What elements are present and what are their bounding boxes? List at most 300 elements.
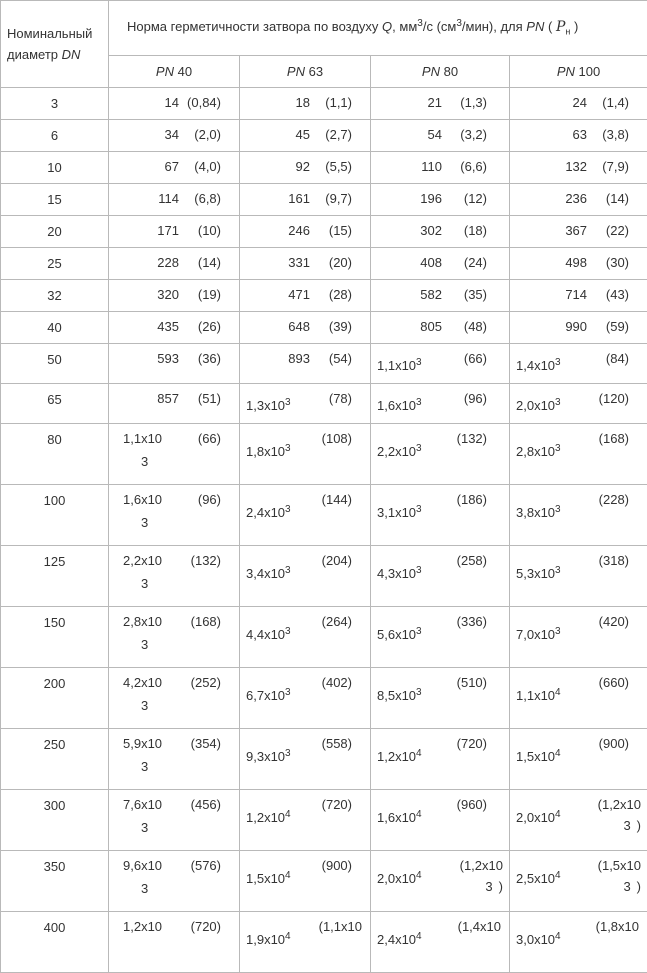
cell-leakage (371, 120, 510, 152)
dn-value: 350 (44, 859, 66, 874)
paren-value: (228) (599, 492, 629, 507)
paren-value: (22) (606, 223, 629, 238)
dn-value: 3 (51, 96, 58, 111)
cell-main (157, 287, 179, 302)
cell-leakage (109, 384, 240, 424)
cell-main (157, 319, 179, 334)
main-value: 9,3x10 (246, 749, 285, 764)
paren-value: (26) (198, 319, 221, 334)
main-exp: 3 (285, 443, 291, 454)
main-exp: 3 (555, 565, 561, 576)
cell-paren (599, 492, 629, 507)
cell-main (157, 223, 179, 238)
cell-paren (457, 614, 487, 629)
cell-main (246, 566, 291, 581)
cell-main (565, 255, 587, 270)
cell-main (420, 319, 442, 334)
header-q-paren-open: ( (548, 19, 552, 34)
pn-value: 40 (178, 64, 192, 79)
cell-leakage (109, 607, 240, 668)
paren-value: (144) (322, 492, 352, 507)
cell-paren (191, 553, 221, 568)
main-value: 435 (157, 319, 179, 334)
cell-leakage (109, 280, 240, 312)
paren-value: (39) (329, 319, 352, 334)
cell-main (377, 398, 422, 413)
paren-value: (24) (464, 255, 487, 270)
header-pn-80 (371, 56, 510, 88)
table-row (1, 668, 647, 729)
cell-main (123, 919, 162, 934)
cell-leakage (510, 344, 647, 384)
cell-main (565, 191, 587, 206)
cell-leakage (371, 546, 510, 607)
cell-leakage (371, 216, 510, 248)
main-value: 857 (157, 391, 179, 406)
dn-value: 50 (47, 352, 61, 367)
paren-close: ) (637, 879, 641, 894)
paren-value: (1,4x10 (458, 919, 501, 934)
cell-leakage (109, 184, 240, 216)
cell-paren (325, 191, 352, 206)
cell-paren (464, 319, 487, 334)
main-value: 1,6x10 (123, 492, 162, 507)
paren-value: (960) (457, 797, 487, 812)
cell-paren (322, 431, 352, 446)
cell-main (123, 797, 162, 835)
cell-leakage (240, 216, 371, 248)
cell-main (288, 319, 310, 334)
cell-paren (602, 127, 629, 142)
paren-value: (10) (198, 223, 221, 238)
cell-main (565, 223, 587, 238)
paren-value: (15) (329, 223, 352, 238)
dn-value: 6 (51, 128, 58, 143)
cell-main (165, 127, 179, 142)
paren-value: (1,1) (325, 95, 352, 110)
paren-value: (900) (599, 736, 629, 751)
paren-value: (1,1x10 (319, 919, 362, 934)
main-value: 498 (565, 255, 587, 270)
cell-paren (329, 255, 352, 270)
cell-paren (329, 351, 352, 366)
cell-leakage (240, 607, 371, 668)
cell-dn (1, 344, 109, 384)
cell-paren (319, 919, 362, 934)
cell-dn (1, 485, 109, 546)
cell-paren (606, 287, 629, 302)
cell-dn (1, 120, 109, 152)
cell-main (377, 932, 422, 947)
cell-main (420, 223, 442, 238)
main-value: 2,0x10 (377, 871, 416, 886)
paren-value: (1,3) (460, 95, 487, 110)
main-value: 6,7x10 (246, 688, 285, 703)
header-dn-line2: диаметр (7, 47, 58, 62)
dn-value: 300 (44, 798, 66, 813)
cell-main (157, 255, 179, 270)
dn-value: 150 (44, 615, 66, 630)
paren-value: (1,8x10 (596, 919, 639, 934)
cell-main (573, 95, 587, 110)
main-value: 92 (296, 159, 310, 174)
dn-value: 125 (44, 554, 66, 569)
cell-main (420, 191, 442, 206)
cell-leakage (109, 851, 240, 912)
cell-main (123, 614, 162, 652)
paren-value: (1,5x10 (598, 858, 641, 873)
table-row (1, 344, 647, 384)
pn-label: PN (287, 64, 305, 79)
paren-value: (3,2) (460, 127, 487, 142)
cell-paren (194, 127, 221, 142)
header-q-exp2: 3 (456, 18, 462, 29)
main-value: 648 (288, 319, 310, 334)
paren-value: (720) (457, 736, 487, 751)
cell-paren (191, 675, 221, 690)
main-value: 5,3x10 (516, 566, 555, 581)
table-row (1, 152, 647, 184)
main-value: 45 (296, 127, 310, 142)
main-value: 1,2x10 (377, 749, 416, 764)
main-value: 114 (158, 191, 179, 206)
main-exp: 4 (285, 931, 291, 942)
main-value: 7,0x10 (516, 627, 555, 642)
cell-paren (198, 431, 221, 446)
cell-dn (1, 424, 109, 485)
cell-main (158, 191, 179, 206)
header-q-pn: PN (526, 19, 544, 34)
paren-close: ) (637, 818, 641, 833)
cell-leakage (510, 668, 647, 729)
cell-dn (1, 546, 109, 607)
cell-main (288, 287, 310, 302)
main-exp: 3 (416, 357, 422, 368)
table-row (1, 851, 647, 912)
cell-dn (1, 152, 109, 184)
header-dn-line1: Номинальный (7, 26, 92, 41)
cell-main (246, 444, 291, 459)
cell-paren (191, 614, 221, 629)
paren-value: (186) (457, 492, 487, 507)
cell-main (516, 810, 561, 825)
main-exp: 3 (416, 565, 422, 576)
cell-leakage (371, 344, 510, 384)
main-value: 1,8x10 (246, 444, 285, 459)
cell-leakage (371, 312, 510, 344)
paren-value: (28) (329, 287, 352, 302)
main-value: 4,4x10 (246, 627, 285, 642)
header-leakage-norm (109, 1, 647, 56)
header-q-exp1: 3 (417, 18, 423, 29)
main-exp: 4 (416, 931, 422, 942)
table-row (1, 729, 647, 790)
cell-main (565, 287, 587, 302)
cell-paren (191, 736, 221, 751)
cell-leakage (109, 88, 240, 120)
main-value: 196 (420, 191, 442, 206)
cell-paren (194, 191, 221, 206)
cell-leakage (240, 790, 371, 851)
cell-main (377, 358, 422, 373)
paren-value: (78) (329, 391, 352, 406)
cell-dn (1, 280, 109, 312)
cell-paren (599, 431, 629, 446)
cell-paren (457, 553, 487, 568)
cell-leakage (240, 384, 371, 424)
paren-value: (264) (322, 614, 352, 629)
cell-paren (606, 223, 629, 238)
cell-leakage (109, 120, 240, 152)
cell-leakage (510, 280, 647, 312)
table-row (1, 88, 647, 120)
main-value: 9,6x10 (123, 858, 162, 873)
main-value: 110 (421, 159, 442, 174)
paren-value: (6,6) (460, 159, 487, 174)
header-q-paren-close: ) (574, 19, 578, 34)
cell-main (421, 159, 442, 174)
main-exp: 3 (555, 626, 561, 637)
cell-paren (464, 223, 487, 238)
main-value: 24 (573, 95, 587, 110)
main-value: 14 (165, 95, 179, 110)
cell-paren (198, 319, 221, 334)
main-value: 246 (288, 223, 310, 238)
paren-value: (54) (329, 351, 352, 366)
main-exp: 3 (416, 397, 422, 408)
cell-leakage (510, 851, 647, 912)
cell-leakage (240, 729, 371, 790)
paren-value: (402) (322, 675, 352, 690)
cell-leakage (510, 184, 647, 216)
table-row (1, 607, 647, 668)
cell-leakage (510, 729, 647, 790)
main-value: 1,2x10 (123, 919, 162, 934)
dn-value: 200 (44, 676, 66, 691)
cell-leakage (240, 280, 371, 312)
cell-main (157, 391, 179, 406)
cell-leakage (240, 668, 371, 729)
cell-leakage (240, 312, 371, 344)
cell-paren (322, 675, 352, 690)
cell-leakage (510, 248, 647, 280)
main-value: 320 (157, 287, 179, 302)
main-value: 331 (288, 255, 310, 270)
cell-main (165, 159, 179, 174)
table-row (1, 485, 647, 546)
paren-value: (14) (606, 191, 629, 206)
cell-paren (198, 492, 221, 507)
cell-paren (329, 319, 352, 334)
cell-paren (606, 255, 629, 270)
main-value: 21 (428, 95, 442, 110)
cell-leakage (240, 184, 371, 216)
cell-paren (325, 159, 352, 174)
paren-value: (18) (464, 223, 487, 238)
cell-paren (187, 95, 221, 110)
cell-paren (457, 431, 487, 446)
cell-leakage (371, 424, 510, 485)
table-row (1, 280, 647, 312)
header-q-p-sub: н (565, 27, 570, 37)
main-exp: 3 (416, 687, 422, 698)
main-value: 805 (420, 319, 442, 334)
cell-leakage (109, 216, 240, 248)
cell-main (123, 492, 162, 530)
dn-value: 400 (44, 920, 66, 935)
cell-paren (329, 391, 352, 406)
main-exp: 3 (285, 504, 291, 515)
cell-leakage (510, 152, 647, 184)
paren-value: (19) (198, 287, 221, 302)
cell-leakage (109, 790, 240, 851)
paren-value: (7,9) (602, 159, 629, 174)
cell-leakage (510, 216, 647, 248)
paren-value: (168) (191, 614, 221, 629)
cell-paren (198, 255, 221, 270)
cell-leakage (371, 384, 510, 424)
cell-main (123, 858, 162, 896)
table-row (1, 424, 647, 485)
main-exp: 3 (141, 454, 148, 469)
cell-main (246, 505, 291, 520)
paren-value: (252) (191, 675, 221, 690)
cell-main (516, 871, 561, 886)
cell-leakage (109, 312, 240, 344)
dn-value: 65 (47, 392, 61, 407)
paren-value: (720) (191, 919, 221, 934)
cell-main (246, 749, 291, 764)
paren-value: (96) (464, 391, 487, 406)
paren-value: (66) (464, 351, 487, 366)
cell-main (377, 627, 422, 642)
paren-value: (900) (322, 858, 352, 873)
paren-value: (14) (198, 255, 221, 270)
cell-leakage (109, 485, 240, 546)
cell-leakage (371, 668, 510, 729)
cell-leakage (109, 668, 240, 729)
cell-main (288, 351, 310, 366)
cell-paren (329, 287, 352, 302)
cell-paren (460, 858, 503, 894)
dn-value: 25 (47, 256, 61, 271)
header-q-unit2: /с (см (423, 19, 457, 34)
main-exp: 3 (555, 504, 561, 515)
main-value: 1,4x10 (516, 358, 555, 373)
cell-main (516, 505, 561, 520)
main-value: 1,6x10 (377, 810, 416, 825)
paren-exp: 3 (623, 879, 630, 894)
paren-value: (576) (191, 858, 221, 873)
main-value: 1,6x10 (377, 398, 416, 413)
main-exp: 3 (285, 748, 291, 759)
main-value: 63 (573, 127, 587, 142)
cell-main (123, 431, 162, 469)
main-value: 161 (288, 191, 310, 206)
main-value: 302 (420, 223, 442, 238)
main-value: 471 (288, 287, 310, 302)
paren-value: (96) (198, 492, 221, 507)
main-value: 714 (565, 287, 587, 302)
cell-leakage (371, 88, 510, 120)
dn-value: 40 (47, 320, 61, 335)
main-exp: 4 (285, 809, 291, 820)
paren-value: (35) (464, 287, 487, 302)
cell-main (377, 566, 422, 581)
main-value: 1,5x10 (246, 871, 285, 886)
main-exp: 3 (141, 820, 148, 835)
cell-dn (1, 668, 109, 729)
cell-main (516, 444, 561, 459)
main-value: 1,1x10 (123, 431, 162, 446)
cell-main (246, 688, 291, 703)
cell-leakage (371, 790, 510, 851)
cell-main (296, 95, 310, 110)
main-value: 1,5x10 (516, 749, 555, 764)
pn-value: 80 (444, 64, 458, 79)
cell-main (516, 688, 561, 703)
cell-paren (606, 351, 629, 366)
cell-leakage (510, 790, 647, 851)
paren-value: (51) (198, 391, 221, 406)
dn-value: 250 (44, 737, 66, 752)
paren-value: (2,0) (194, 127, 221, 142)
paren-value: (0,84) (187, 95, 221, 110)
paren-value: (336) (457, 614, 487, 629)
cell-dn (1, 184, 109, 216)
main-value: 34 (165, 127, 179, 142)
main-value: 132 (565, 159, 587, 174)
cell-paren (325, 95, 352, 110)
main-value: 236 (565, 191, 587, 206)
cell-leakage (371, 152, 510, 184)
cell-paren (602, 95, 629, 110)
cell-paren (191, 797, 221, 812)
main-value: 408 (420, 255, 442, 270)
cell-paren (460, 159, 487, 174)
cell-main (246, 932, 291, 947)
main-exp: 3 (285, 687, 291, 698)
paren-value: (558) (322, 736, 352, 751)
table-row (1, 120, 647, 152)
cell-paren (458, 919, 501, 934)
main-exp: 3 (416, 443, 422, 454)
cell-leakage (510, 384, 647, 424)
cell-main (428, 127, 442, 142)
cell-leakage (510, 912, 647, 973)
main-value: 2,0x10 (516, 810, 555, 825)
cell-main (377, 749, 422, 764)
paren-value: (1,4) (602, 95, 629, 110)
paren-value: (354) (191, 736, 221, 751)
paren-value: (30) (606, 255, 629, 270)
cell-main (573, 127, 587, 142)
cell-paren (325, 127, 352, 142)
cell-leakage (240, 88, 371, 120)
main-value: 1,1x10 (377, 358, 416, 373)
dn-value: 20 (47, 224, 61, 239)
paren-value: (2,7) (325, 127, 352, 142)
cell-main (516, 932, 561, 947)
cell-leakage (371, 729, 510, 790)
pn-label: PN (557, 64, 575, 79)
main-value: 2,4x10 (246, 505, 285, 520)
paren-value: (6,8) (194, 191, 221, 206)
cell-paren (599, 736, 629, 751)
cell-main (288, 255, 310, 270)
main-exp: 3 (285, 565, 291, 576)
cell-paren (598, 797, 641, 833)
